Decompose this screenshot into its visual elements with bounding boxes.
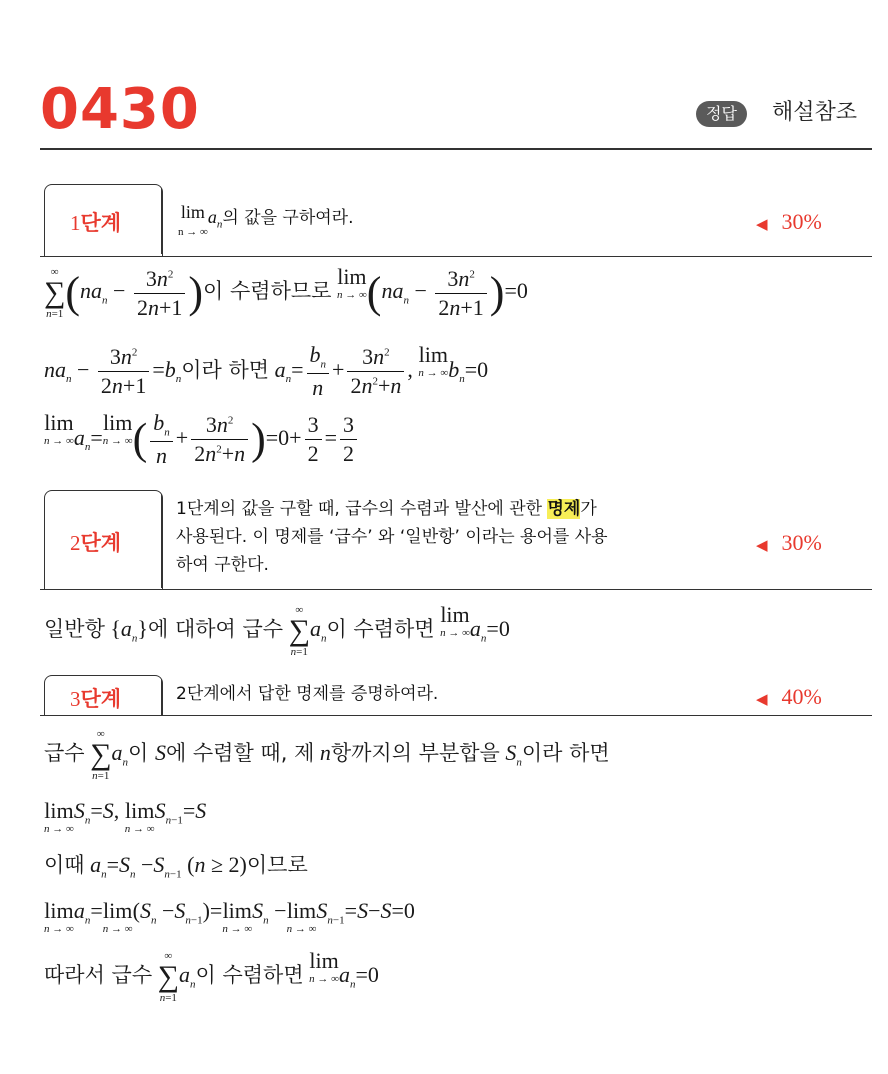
step2-divider xyxy=(161,494,162,588)
step1-rule xyxy=(40,256,872,257)
step3-task: 2단계에서 답한 명제를 증명하여라. xyxy=(176,684,439,704)
left-triangle-icon: ◀ xyxy=(756,215,768,233)
step1-task: lim n → ∞ $a_n$의 값을 구하여라. xyxy=(178,202,354,238)
left-triangle-icon: ◀ xyxy=(756,690,768,708)
step3-eq5: 따라서 급수 ∞ ∑ $n=1a_n$이 수렴하면 lim n → ∞ $a_n=0$ xyxy=(44,948,379,1005)
left-triangle-icon: ◀ xyxy=(756,536,768,554)
step2-eq1: 일반항 $\{a_n\}$에 대하여 급수 ∞ ∑ $n=1a_n$이 수렴하면 lim n → ∞ $a_n=0$ xyxy=(44,602,510,659)
step1-label: 1단계 xyxy=(70,211,122,235)
step1-eq2: $na_n$ − $\frac{3n^2}{2n+1}$ $=b_n$이라 하면 $a_n=$ $\frac{b_n}{n}$ + $\frac{3n^2}{2n^2+n}$ , lim n → ∞ $b_n=0$ xyxy=(44,342,489,401)
header-divider xyxy=(40,148,872,150)
step1-eq3: lim n → ∞ $a_n=\lim$ n → ∞ ( $\frac{b_n}{n}$ + $\frac{3n^2}{2n^2+n}$ )=0+ $\frac{3}{2}$ = $\frac{3}{2}$ xyxy=(44,412,360,467)
step2-task: 1단계의 값을 구할 때, 급수의 수렴과 발산에 관한 명제가 사용된다. 이 명제를 ‘급수’ 와 ‘일반항’ 이라는 용어를 사용 하여 구한다. xyxy=(176,499,608,575)
step3-divider xyxy=(161,679,162,715)
step3-rule xyxy=(40,715,872,716)
step1-divider xyxy=(161,188,162,254)
step1-percent: ◀ 30% xyxy=(756,209,822,234)
step2-rule xyxy=(40,589,872,590)
step2-label: 2단계 xyxy=(70,531,122,555)
step3-eq2: lim n → ∞ $S_n=S$, lim n → ∞ $S_{n-1}=S$ xyxy=(44,798,207,835)
step3-eq4: lim n → ∞ $a_n=\lim$ n → ∞ $(S_n -S_{n-1})=\lim$ n → ∞ $S_n -\lim$ n → ∞ $S_{n-1}=S-S=0$ xyxy=(44,898,415,935)
problem-number: 0430 xyxy=(40,77,200,142)
answer-badge: 정답 xyxy=(696,101,747,127)
step2-percent: ◀ 30% xyxy=(756,530,822,555)
step3-label: 3단계 xyxy=(70,687,122,711)
highlighted-term: 명제 xyxy=(547,499,581,519)
step3-percent: ◀ 40% xyxy=(756,684,822,709)
step1-eq1: ∞ ∑ $n=1(na_n$ − $\frac{3n^2}{2n+1}$ )이 수렴하므로 lim n → ∞ ($na_n$ − $\frac{3n^2}{2n+1}$ )=0 xyxy=(44,264,528,321)
answer-text: 해설참조 xyxy=(772,100,858,125)
step3-eq1: 급수 ∞ ∑ $n=1a_n$이 S에 수렴할 때, 제 n항까지의 부분합을 $S_n$이라 하면 xyxy=(44,728,610,783)
step3-eq3: 이때 $a_n=S_n -S_{n-1}$ (n ≥ 2)이므로 xyxy=(44,852,308,881)
